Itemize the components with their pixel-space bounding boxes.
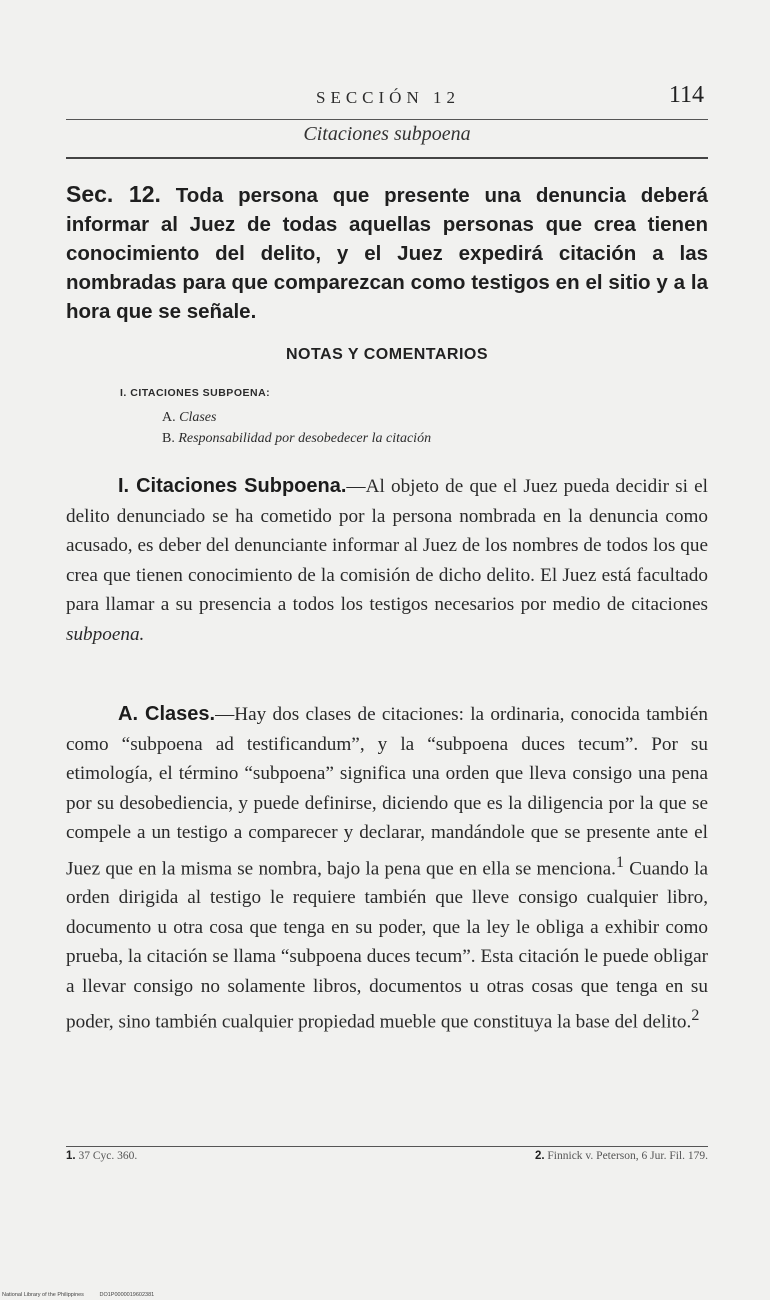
paragraph-body: —Al objeto de que el Juez pueda decidir si el delito denunciado se ha cometido por la persona nombrada en la denuncia como acusado, es deber del denunciante informar al Juez de los nombres de todos los que crea que tienen conocimiento de la comisión de dicho delito. El Juez está facultado para llamar a su presencia a todos los testigos necesarios por medio de citaciones bbox=[66, 476, 708, 615]
footnote-number: 2. bbox=[534, 1150, 545, 1162]
footnote-text: 37 Cyc. 360. bbox=[78, 1150, 138, 1162]
outline-item-text: Responsabilidad por desobedecer la citación bbox=[178, 431, 432, 446]
footnote-text: Finnick v. Peterson, 6 Jur. Fil. 179. bbox=[547, 1150, 708, 1162]
footnote-1 bbox=[66, 1150, 137, 1162]
statute-text bbox=[66, 180, 708, 326]
paragraph-lead: A. Clases. bbox=[118, 703, 216, 725]
notes-heading: NOTAS Y COMENTARIOS bbox=[285, 346, 489, 363]
header-rule-bottom bbox=[66, 157, 708, 159]
paragraph-clases bbox=[66, 700, 708, 1037]
outline-item bbox=[120, 428, 680, 449]
paragraph-lead: I. Citaciones Subpoena. bbox=[118, 475, 347, 497]
page-number: 114 bbox=[668, 82, 704, 108]
footnote-2 bbox=[535, 1150, 708, 1162]
footnote-number: 1. bbox=[66, 1150, 76, 1162]
outline-item bbox=[120, 407, 680, 428]
footnote-rule bbox=[66, 1146, 708, 1147]
footnote-ref: 1 bbox=[615, 853, 624, 871]
outline-title: I. CITACIONES SUBPOENA: bbox=[120, 387, 271, 399]
header-rule-top bbox=[66, 119, 708, 120]
watermark-code: DO1P0000019602381 bbox=[99, 1292, 155, 1298]
outline-item-key: A. bbox=[162, 410, 176, 425]
paragraph-italic: subpoena. bbox=[66, 623, 145, 645]
page-header bbox=[68, 80, 708, 116]
watermark-library: National Library of the Philippines bbox=[2, 1292, 84, 1298]
outline-item-key: B. bbox=[162, 431, 175, 446]
running-head: Citaciones subpoena bbox=[303, 123, 471, 145]
footnotes bbox=[66, 1150, 708, 1170]
paragraph-body: —Hay dos clases de citaciones: la ordinaria, conocida también como “subpoena ad testificandum”, y la “subpoena duces tecum”. Por su etimología, el término “subpoena” significa una orden que lleva consigo una pena por su desobediencia, y puede definirse, diciendo que es la diligencia por la que se compele a un testigo a comparecer y declarar, mandándole que se presente ante el Juez que en la misma se nombra, bajo la pena que en ella se menciona. bbox=[66, 704, 708, 879]
paragraph-body-continued: Cuando la orden dirigida al testigo le requiere también que lleve consigo cualquier libro, documento u otra cosa que tenga en su poder, que la ley le obliga a exhibir como prueba, la citación se llama “subpoena duces tecum”. Esta citación le puede obligar a llevar consigo no solamente libros, documentos u otras cosas que tenga en su poder, sino también cualquier propiedad mueble que constituya la base del delito. bbox=[66, 857, 708, 1033]
notes-outline bbox=[120, 387, 680, 449]
section-label: Sec. 12. bbox=[66, 181, 161, 207]
outline-item-text: Clases bbox=[179, 410, 217, 425]
paragraph-citaciones bbox=[66, 472, 708, 649]
section-title: SECCIÓN 12 bbox=[316, 88, 460, 107]
footnote-ref: 2 bbox=[691, 1007, 700, 1025]
statute-body: Toda persona que presente una denuncia deberá informar al Juez de todas aquellas personas que crea tienen conocimiento del delito, y el Juez expedirá citación a las nombradas para que comparezcan como testigos en el sitio y a la hora que se señale. bbox=[66, 184, 708, 323]
scan-watermark bbox=[2, 1292, 168, 1298]
